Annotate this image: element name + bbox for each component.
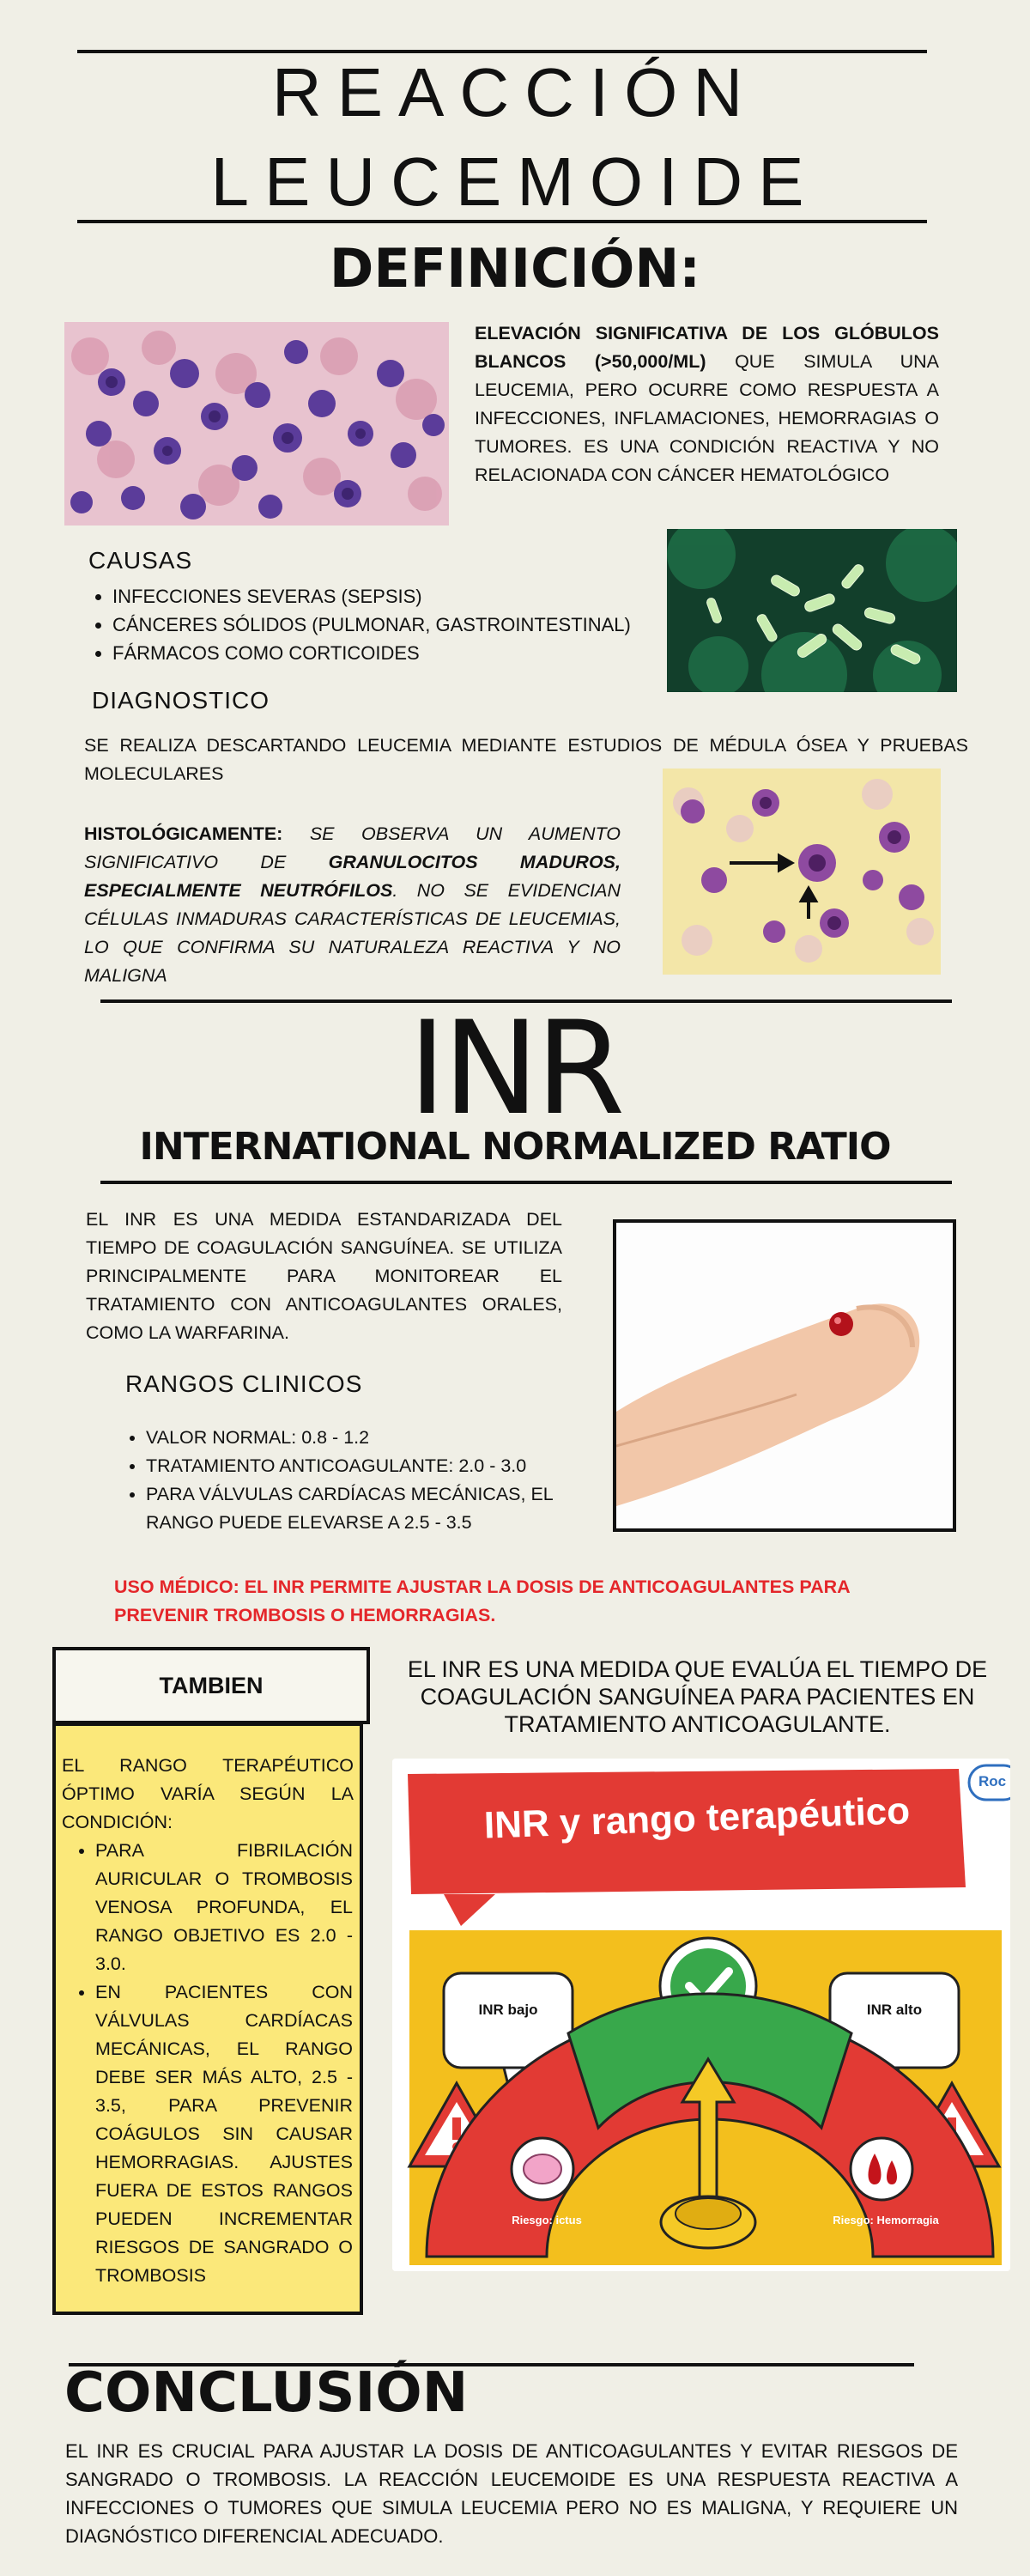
definition-bold: ELEVACIÓN SIGNIFICATIVA DE LOS GLÓBULOS BLANCOS (>50,000/ML) <box>475 323 939 372</box>
medical-use-note: USO MÉDICO: EL INR PERMITE AJUSTAR LA DOSIS DE ANTICOAGULANTES PARA PREVENIR TROMBOSIS O HEMORRAGIAS. <box>114 1577 850 1625</box>
histology-text-1: SE OBSERVA UN AUMENTO SIGNIFICATIVO DE <box>84 823 621 872</box>
inr-infographic <box>392 1759 1010 2271</box>
tambien-item: • EN PACIENTES CON VÁLVULAS CARDÍACAS MECÁNICAS, EL RANGO DEBE SER MÁS ALTO, 2.5 - 3.5, PARA PREVENIR COÁGULOS SIN CAUSAR HEMORRAGIAS. AJUSTES FUERA DE ESTOS RANGOS PUEDEN INCREMENTAR RIESGOS DE SANGRADO O TROMBOSIS <box>95 1978 353 2290</box>
tambien-box <box>52 1722 363 2315</box>
page-title-line1: REACCIÓN <box>271 54 759 131</box>
page-title-line2: LEUCEMOIDE <box>210 143 820 220</box>
definition-heading: DEFINICIÓN: <box>329 237 701 300</box>
infographic-title: INR y rango terapéutico <box>483 1789 911 1847</box>
inr-subtitle: INTERNATIONAL NORMALIZED RATIO <box>139 1125 891 1169</box>
diagnosis-text: SE REALIZA DESCARTANDO LEUCEMIA MEDIANTE ESTUDIOS DE MÉDULA ÓSEA Y PRUEBAS MOLECULARES <box>84 735 968 784</box>
title-under-rule <box>77 220 927 223</box>
tambien-list <box>56 1837 360 2290</box>
histology-text-2: . NO SE EVIDENCIAN CÉLULAS INMADURAS CARACTERÍSTICAS DE LEUCEMIAS, LO QUE CONFIRMA SU NATURALEZA REACTIVA Y NO MALIGNA <box>84 880 621 986</box>
conclusion-text: EL INR ES CRUCIAL PARA AJUSTAR LA DOSIS DE ANTICOAGULANTES Y EVITAR RIESGOS DE SANGRADO O TROMBOSIS. LA REACCIÓN LEUCEMOIDE ES UNA RESPUESTA REACTIVA A INFECCIONES O TUMORES QUE SIMULA LEUCEMIA PERO NO ES MALIGNA, Y REQUIERE UN DIAGNÓSTICO DIFERENCIAL ADECUADO. <box>65 2440 958 2547</box>
finger-image-frame <box>613 1219 956 1532</box>
infographic-low-label: INR bajo <box>478 2002 538 2018</box>
histology-label: HISTOLÓGICAMENTE: <box>84 823 283 844</box>
causes-item: • INFECCIONES SEVERAS (SEPSIS) <box>112 582 696 611</box>
histology-bold: GRANULOCITOS MADUROS, ESPECIALMENTE NEUTRÓFILOS <box>84 852 621 901</box>
ranges-item: • TRATAMIENTO ANTICOAGULANTE: 2.0 - 3.0 <box>146 1452 592 1480</box>
tambien-intro: EL RANGO TERAPÉUTICO ÓPTIMO VARÍA SEGÚN LA CONDICIÓN: <box>62 1755 354 1832</box>
section-rule-2 <box>100 1181 952 1184</box>
conclusion-heading: CONCLUSIÓN <box>64 2361 469 2425</box>
bacteria-image <box>667 529 957 692</box>
causes-item: • CÁNCERES SÓLIDOS (PULMONAR, GASTROINTESTINAL) <box>112 611 696 639</box>
neutrophils-image <box>663 769 941 975</box>
definition-rest: QUE SIMULA UNA LEUCEMIA, PERO OCURRE COMO RESPUESTA A INFECCIONES, INFLAMACIONES, HEMORRAGIAS O TUMORES. ES UNA CONDICIÓN REACTIVA Y NO RELACIONADA CON CÁNCER HEMATOLÓGICO <box>475 351 940 485</box>
infographic-corner-badge: Roc <box>978 1773 1007 1789</box>
ranges-list <box>122 1424 592 1537</box>
definition-text <box>475 319 939 489</box>
ranges-heading: RANGOS CLINICOS <box>125 1370 363 1397</box>
inr-logo: INR <box>408 994 622 1144</box>
infographic-high-label: INR alto <box>866 2002 923 2018</box>
causes-item: • FÁRMACOS COMO CORTICOIDES <box>112 639 696 667</box>
histology-text <box>84 820 621 990</box>
tambien-heading: TAMBIEN <box>159 1672 264 1698</box>
ranges-item: • PARA VÁLVULAS CARDÍACAS MECÁNICAS, EL RANGO PUEDE ELEVARSE A 2.5 - 3.5 <box>146 1480 592 1537</box>
infographic-risk-right: Riesgo: Hemorragia <box>833 2214 939 2227</box>
infographic-risk-left: Riesgo: ictus <box>512 2214 582 2227</box>
ranges-item: • VALOR NORMAL: 0.8 - 1.2 <box>146 1424 592 1452</box>
blood-smear-image <box>64 322 449 526</box>
inr-summary: EL INR ES UNA MEDIDA QUE EVALÚA EL TIEMPO DE COAGULACIÓN SANGUÍNEA PARA PACIENTES EN TRATAMIENTO ANTICOAGULANTE. <box>407 1656 988 1737</box>
causes-heading: CAUSAS <box>88 547 193 574</box>
causes-list <box>88 582 696 667</box>
diagnosis-heading: DIAGNOSTICO <box>92 687 270 714</box>
inr-intro: EL INR ES UNA MEDIDA ESTANDARIZADA DEL TIEMPO DE COAGULACIÓN SANGUÍNEA. SE UTILIZA PRINCIPALMENTE PARA MONITOREAR EL TRATAMIENTO CON ANTICOAGULANTES ORALES, COMO LA WARFARINA. <box>86 1209 562 1343</box>
tambien-header <box>52 1647 370 1724</box>
tambien-item: • PARA FIBRILACIÓN AURICULAR O TROMBOSIS VENOSA PROFUNDA, EL RANGO OBJETIVO ES 2.0 - 3.0. <box>95 1837 353 1978</box>
